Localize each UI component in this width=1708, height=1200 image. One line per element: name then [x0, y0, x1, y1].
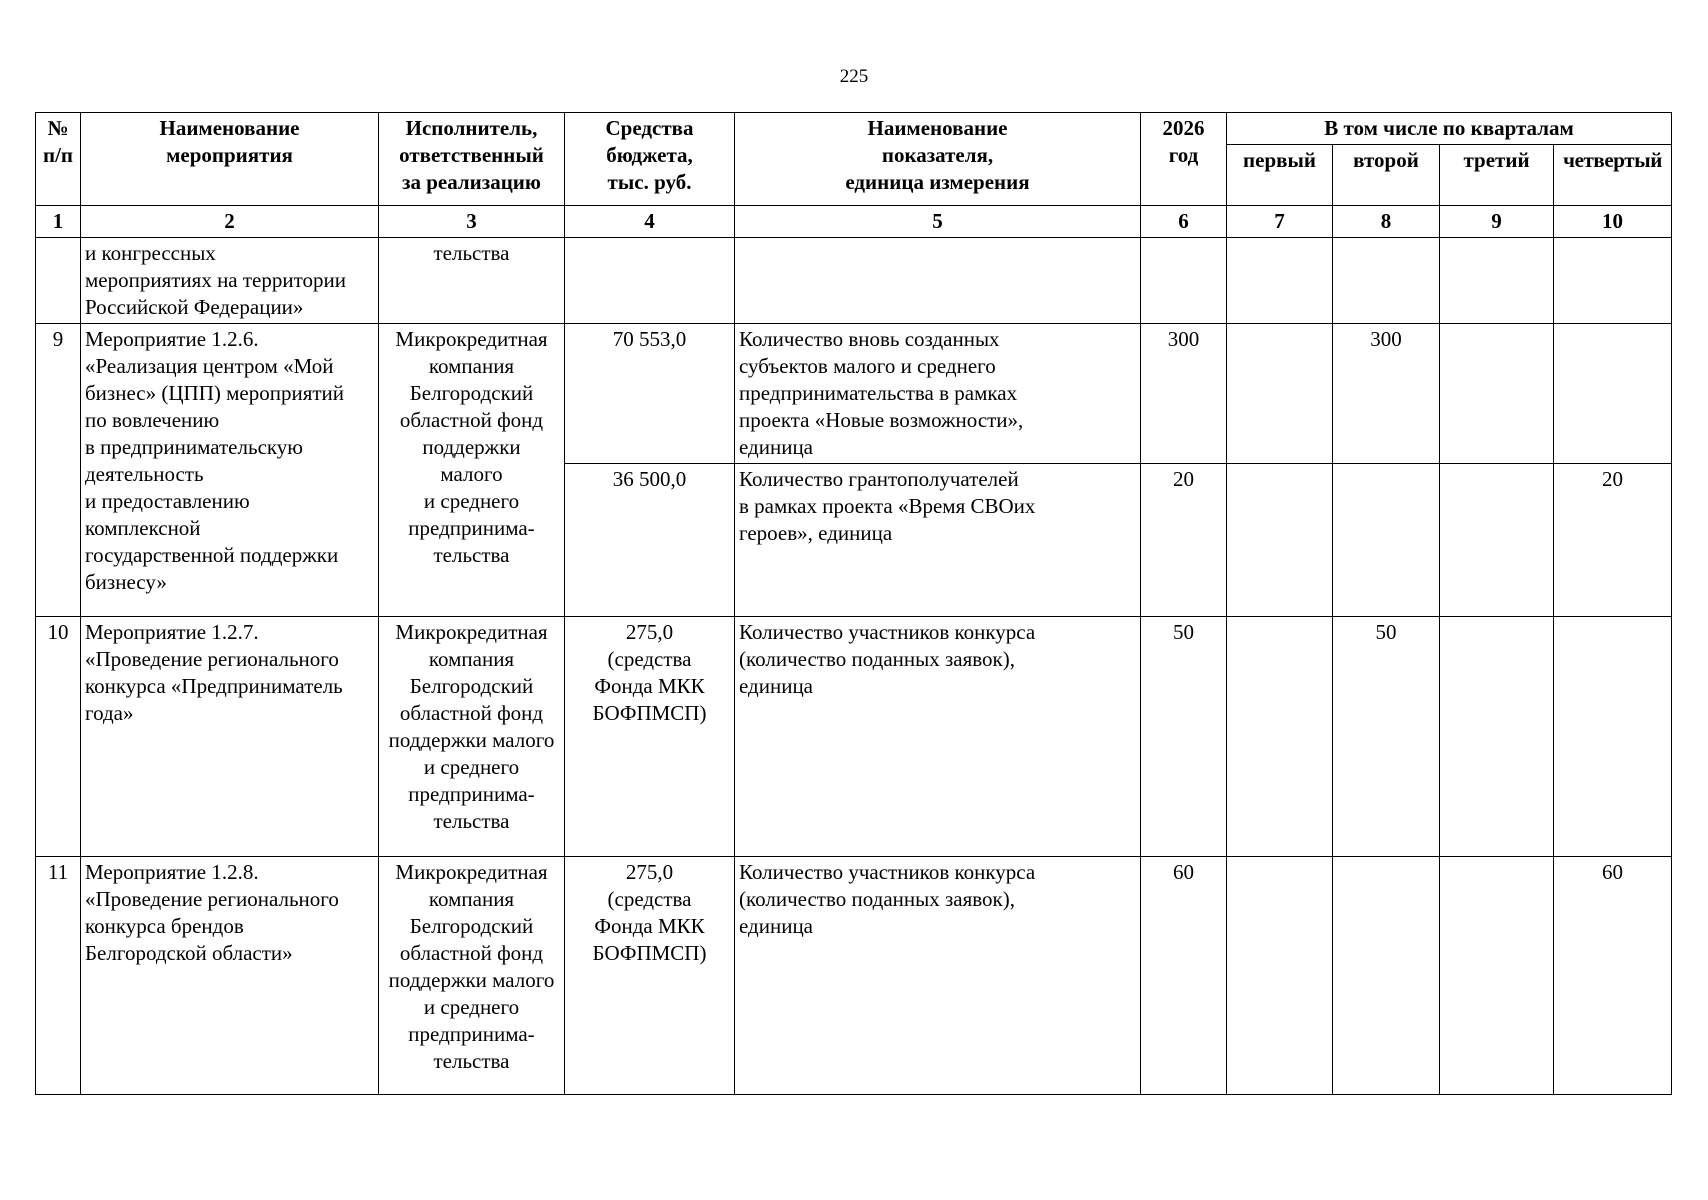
cell-name: и конгрессных мероприятиях на территории Российской Федерации» — [81, 238, 379, 324]
column-number-row — [36, 206, 1672, 238]
column-number: 8 — [1333, 206, 1440, 238]
cell-num — [36, 238, 81, 324]
cell-q4: 20 — [1554, 464, 1672, 617]
header-quarters-group: В том числе по кварталам — [1227, 113, 1672, 145]
cell-executor: тельства — [379, 238, 565, 324]
cell-q2 — [1333, 857, 1440, 1095]
column-number: 3 — [379, 206, 565, 238]
cell-q1 — [1227, 324, 1333, 464]
header-year: 2026 год — [1141, 113, 1227, 206]
column-number: 7 — [1227, 206, 1333, 238]
cell-year: 300 — [1141, 324, 1227, 464]
table-row-continuation — [36, 238, 1672, 324]
column-number: 6 — [1141, 206, 1227, 238]
table-row-9 — [36, 324, 1672, 464]
cell-q3 — [1440, 617, 1554, 857]
cell-name: Мероприятие 1.2.7. «Проведение регионального конкурса «Предприниматель года» — [81, 617, 379, 857]
header-name: Наименование мероприятия — [81, 113, 379, 206]
cell-executor: Микрокредитная компания Белгородский областной фонд поддержки малого и среднего предпринима- тельства — [379, 857, 565, 1095]
cell-q1 — [1227, 857, 1333, 1095]
cell-q3 — [1440, 324, 1554, 464]
cell-budget: 36 500,0 — [565, 464, 735, 617]
cell-q1 — [1227, 464, 1333, 617]
table-row-10 — [36, 617, 1672, 857]
cell-budget: 275,0 (средства Фонда МКК БОФПМСП) — [565, 857, 735, 1095]
cell-num: 11 — [36, 857, 81, 1095]
cell-q4 — [1554, 238, 1672, 324]
header-row — [36, 113, 1672, 145]
header-indicator: Наименование показателя, единица измерения — [735, 113, 1141, 206]
cell-q2: 300 — [1333, 324, 1440, 464]
cell-q1 — [1227, 617, 1333, 857]
cell-q4: 60 — [1554, 857, 1672, 1095]
cell-q4 — [1554, 324, 1672, 464]
header-num: № п/п — [36, 113, 81, 206]
header-q3: третий — [1440, 145, 1554, 206]
header-budget: Средства бюджета, тыс. руб. — [565, 113, 735, 206]
cell-indicator: Количество грантополучателей в рамках проекта «Время СВОих героев», единица — [735, 464, 1141, 617]
cell-q2 — [1333, 238, 1440, 324]
column-number: 1 — [36, 206, 81, 238]
header-executor: Исполнитель, ответственный за реализацию — [379, 113, 565, 206]
cell-name: Мероприятие 1.2.8. «Проведение регионального конкурса брендов Белгородской области» — [81, 857, 379, 1095]
cell-q4 — [1554, 617, 1672, 857]
header-q4: четвертый — [1554, 145, 1672, 206]
cell-year — [1141, 238, 1227, 324]
cell-budget — [565, 238, 735, 324]
cell-year: 50 — [1141, 617, 1227, 857]
cell-num: 9 — [36, 324, 81, 617]
cell-q3 — [1440, 464, 1554, 617]
cell-q3 — [1440, 238, 1554, 324]
column-number: 5 — [735, 206, 1141, 238]
cell-q2 — [1333, 464, 1440, 617]
cell-indicator: Количество участников конкурса (количество поданных заявок), единица — [735, 617, 1141, 857]
activities-table — [35, 112, 1672, 1095]
column-number: 10 — [1554, 206, 1672, 238]
cell-budget: 70 553,0 — [565, 324, 735, 464]
cell-num: 10 — [36, 617, 81, 857]
table-row-11 — [36, 857, 1672, 1095]
cell-indicator — [735, 238, 1141, 324]
cell-indicator: Количество участников конкурса (количество поданных заявок), единица — [735, 857, 1141, 1095]
column-number: 2 — [81, 206, 379, 238]
cell-q2: 50 — [1333, 617, 1440, 857]
cell-year: 60 — [1141, 857, 1227, 1095]
column-number: 4 — [565, 206, 735, 238]
cell-name: Мероприятие 1.2.6. «Реализация центром «Мой бизнес» (ЦПП) мероприятий по вовлечению в предпринимательскую деятельность и предоставлению комплексной государственной поддержки бизнесу» — [81, 324, 379, 617]
column-number: 9 — [1440, 206, 1554, 238]
cell-q3 — [1440, 857, 1554, 1095]
page-number: 225 — [839, 66, 869, 87]
cell-executor: Микрокредитная компания Белгородский областной фонд поддержки малого и среднего предпринима- тельства — [379, 617, 565, 857]
cell-q1 — [1227, 238, 1333, 324]
cell-indicator: Количество вновь созданных субъектов малого и среднего предпринимательства в рамках проекта «Новые возможности», единица — [735, 324, 1141, 464]
header-q2: второй — [1333, 145, 1440, 206]
cell-year: 20 — [1141, 464, 1227, 617]
header-q1: первый — [1227, 145, 1333, 206]
cell-budget: 275,0 (средства Фонда МКК БОФПМСП) — [565, 617, 735, 857]
cell-executor: Микрокредитная компания Белгородский областной фонд поддержки малого и среднего предпринима- тельства — [379, 324, 565, 617]
